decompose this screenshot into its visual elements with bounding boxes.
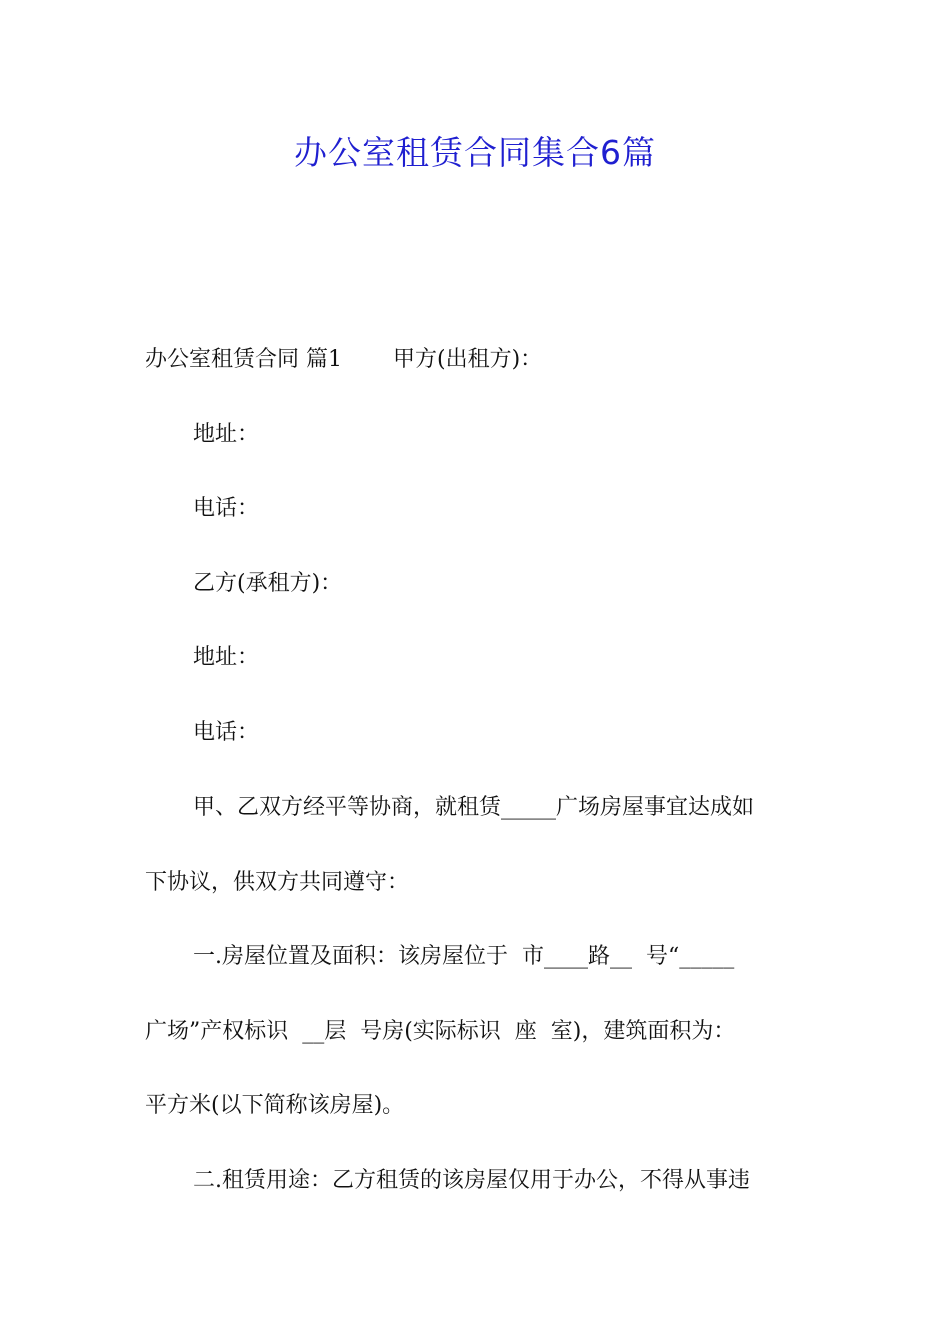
party-a-phone-line: 电话： [193, 496, 260, 521]
party-b-phone-line: 电话： [193, 720, 260, 745]
party-a-address-line: 地址： [193, 422, 260, 447]
party-b-address-line: 地址： [193, 645, 260, 670]
agreement-paragraph-line-1: 甲、乙双方经平等协商，就租赁_____广场房屋事宜达成如 [193, 795, 755, 820]
agreement-paragraph-line-2: 下协议，供双方共同遵守： [145, 870, 410, 895]
clause-1-line-1: 一.房屋位置及面积：该房屋位于 市____路__ 号“_____ [193, 944, 735, 969]
clause-1-line-3: 平方米(以下简称该房屋)。 [145, 1093, 405, 1118]
contract-heading-line: 办公室租赁合同 篇1 甲方(出租方)： [145, 347, 543, 372]
clause-1-line-2: 广场”产权标识 __层 号房(实际标识 座 室)，建筑面积为： [145, 1019, 736, 1044]
clause-2-line-1: 二.租赁用途：乙方租赁的该房屋仅用于办公，不得从事违 [193, 1168, 750, 1193]
party-b-line: 乙方(承租方)： [193, 571, 343, 596]
document-title: 办公室租赁合同集合6篇 [294, 133, 656, 172]
